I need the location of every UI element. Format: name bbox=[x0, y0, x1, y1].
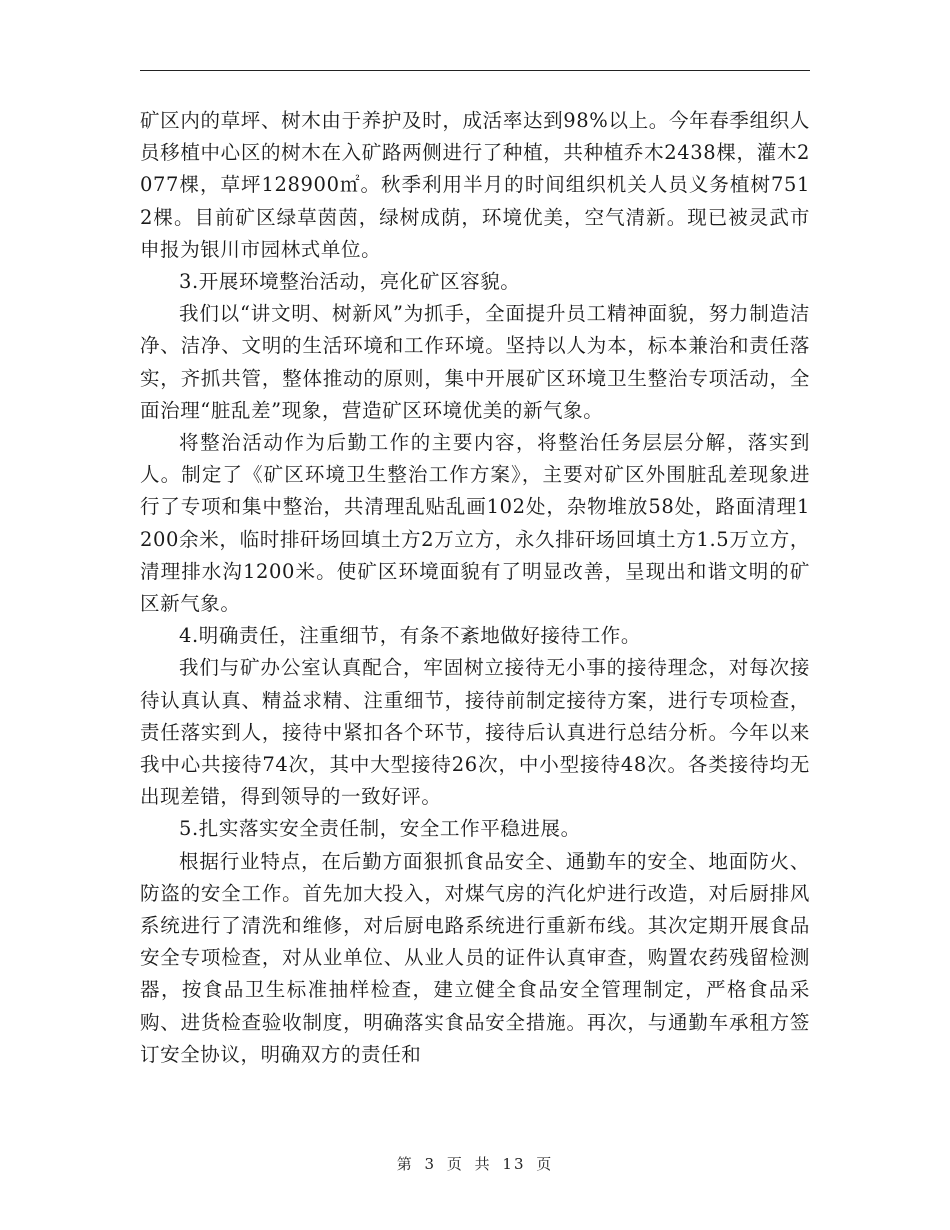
footer-current-page: 3 bbox=[424, 1155, 437, 1173]
section-heading-3: 3.开展环境整治活动，亮化矿区容貌。 bbox=[179, 270, 521, 294]
paragraph-8: 根据行业特点，在后勤方面狠抓食品安全、通勤车的安全、地面防火、防盗的安全工作。首先加大投入，对煤气房的汽化炉进行改造，对后厨排风系统进行了清洗和维修，对后厨电路系统进行重新布线。其次定期开展食品安全专项检查，对从业单位、从业人员的证件认真审查，购置农药残留检测器，按食品卫生标准抽样检查，建立健全食品安全管理制定，严格食品采购、进货检查验收制度，明确落实食品安全措施。再次，与通勤车承租方签订安全协议，明确双方的责任和 bbox=[140, 849, 810, 1066]
footer-suffix: 页 bbox=[536, 1155, 554, 1173]
footer-total-pages: 13 bbox=[502, 1155, 526, 1173]
header-rule bbox=[140, 70, 810, 71]
document-body bbox=[140, 105, 810, 1071]
paragraph-4: 将整治活动作为后勤工作的主要内容，将整治任务层层分解，落实到人。制定了《矿区环境卫生整治工作方案》，主要对矿区外围脏乱差现象进行了专项和集中整治，共清理乱贴乱画102处，杂物堆放58处，路面清理1200余米，临时排矸场回填土方2万立方，永久排矸场回填土方1.5万立方，清理排水沟1200米。使矿区环境面貌有了明显改善，呈现出和谐文明的矿区新气象。 bbox=[140, 431, 810, 616]
footer-total-word: 共 bbox=[474, 1155, 492, 1173]
paragraph-1: 矿区内的草坪、树木由于养护及时，成活率达到98%以上。今年春季组织人员移植中心区的树木在入矿路两侧进行了种植，共种植乔木2438棵，灌木2077棵，草坪128900㎡。秋季利用半月的时间组织机关人员义务植树7512棵。目前矿区绿草茵茵，绿树成荫，环境优美，空气清新。现已被灵武市申报为银川市园林式单位。 bbox=[140, 109, 810, 261]
section-heading-5: 5.扎实落实安全责任制，安全工作平稳进展。 bbox=[179, 817, 581, 841]
page-footer bbox=[0, 1153, 950, 1174]
footer-prefix: 第 bbox=[396, 1155, 414, 1173]
paragraph-6: 我们与矿办公室认真配合，牢固树立接待无小事的接待理念，对每次接待认真认真、精益求精、注重细节，接待前制定接待方案，进行专项检查，责任落实到人，接待中紧扣各个环节，接待后认真进行总结分析。今年以来我中心共接待74次，其中大型接待26次，中小型接待48次。各类接待均无出现差错，得到领导的一致好评。 bbox=[140, 656, 810, 809]
footer-page-word: 页 bbox=[446, 1155, 464, 1173]
paragraph-3: 我们以“讲文明、树新风”为抓手，全面提升员工精神面貌，努力制造洁净、洁净、文明的生活环境和工作环境。坚持以人为本，标本兼治和责任落实，齐抓共管，整体推动的原则，集中开展矿区环境卫生整治专项活动，全面治理“脏乱差”现象，营造矿区环境优美的新气象。 bbox=[140, 302, 810, 422]
section-heading-4: 4.明确责任，注重细节，有条不紊地做好接待工作。 bbox=[179, 624, 642, 648]
